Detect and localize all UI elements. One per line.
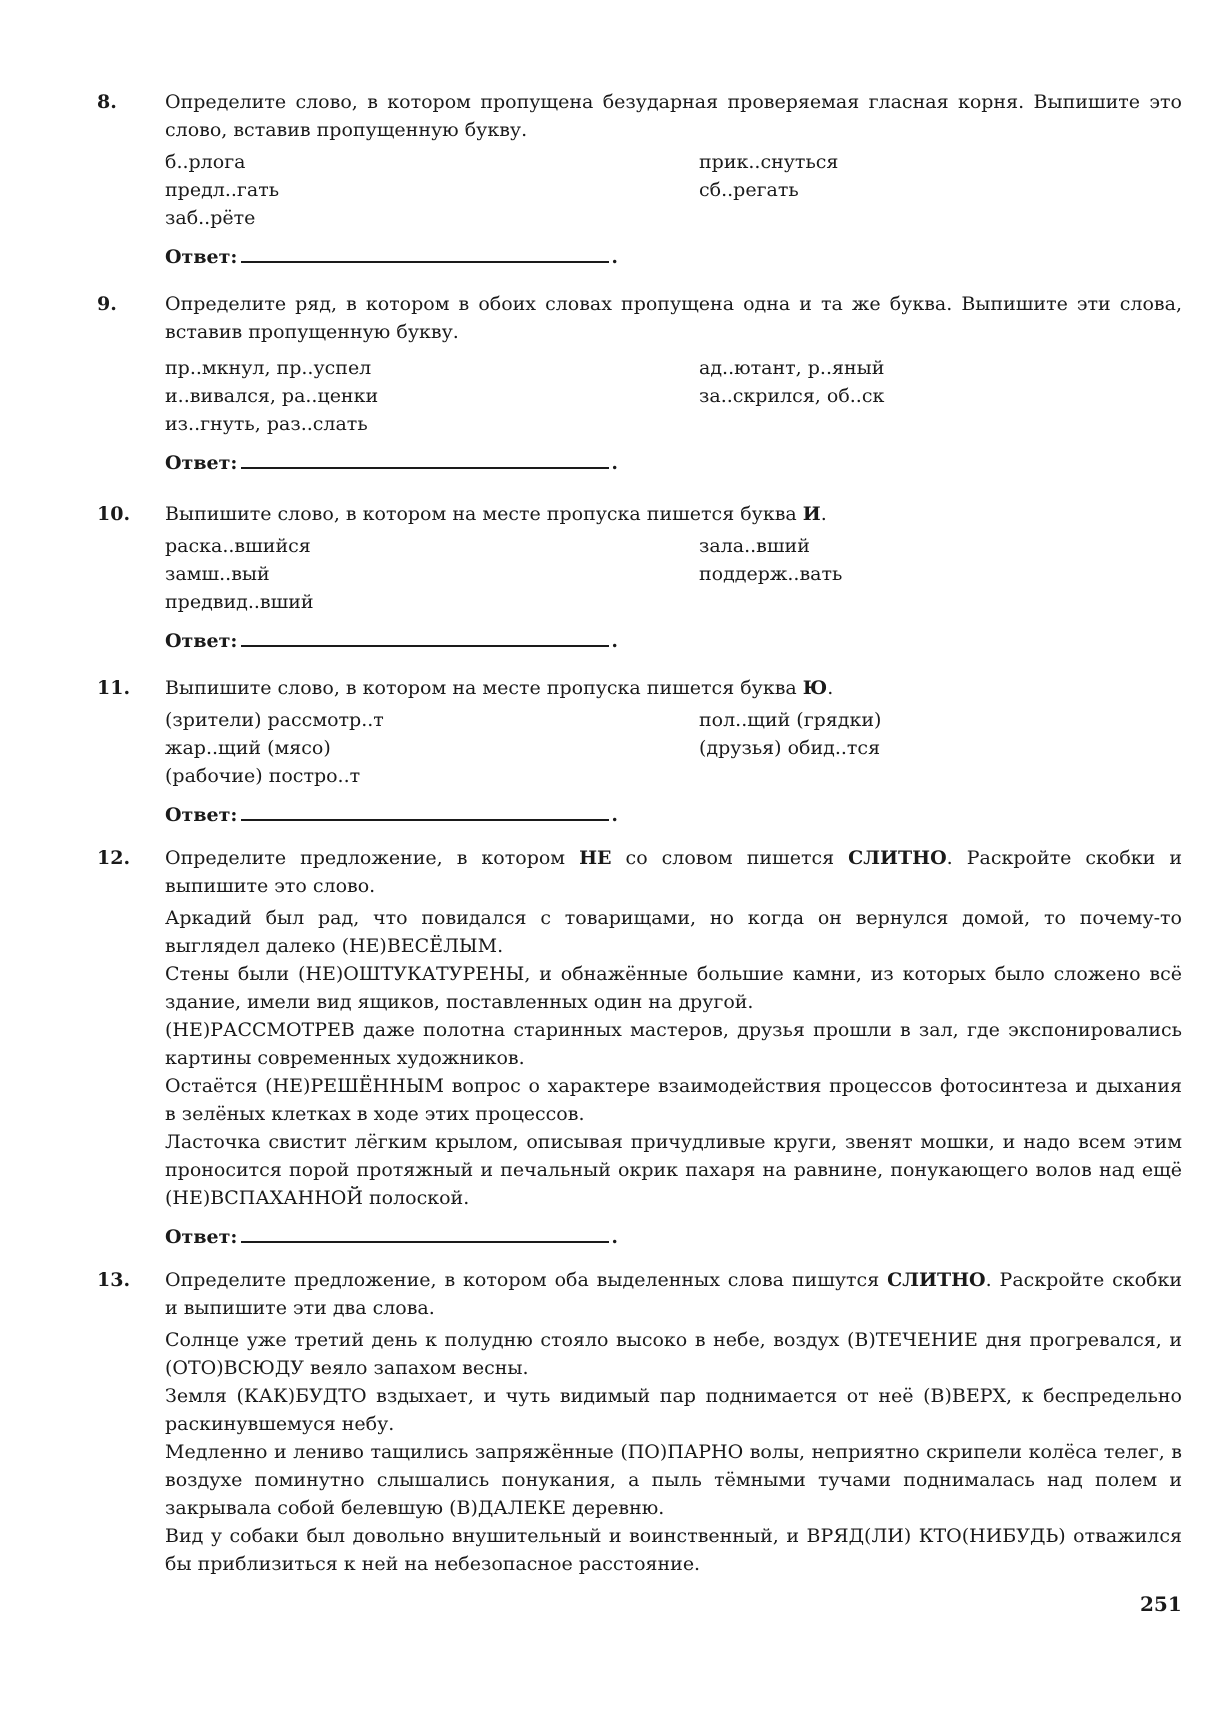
answer-line[interactable] bbox=[241, 799, 609, 821]
option: замш..вый bbox=[165, 563, 270, 585]
sentence: Солнце уже третий день к полудню стояло высоко в небе, воздух (В)ТЕЧЕНИЕ дня прогревался, и (ОТО)ВСЮДУ веяло запахом весны. bbox=[165, 1329, 1182, 1379]
options-list bbox=[165, 706, 1182, 790]
task-number: 10. bbox=[97, 503, 131, 525]
page-number: 251 bbox=[1140, 1592, 1182, 1616]
option: предвид..вший bbox=[165, 591, 314, 613]
sentence: Ласточка свистит лёгким крылом, описывая причудливые круги, звенят мошки, и надо всем этим проносится порой протяжный и печальный окрик пахаря на равнине, понукающего волов над ещё (НЕ)ВСПАХАННОЙ полоской. bbox=[165, 1131, 1182, 1209]
answer-row: Ответ: . bbox=[165, 447, 1182, 477]
task-number: 13. bbox=[97, 1269, 131, 1291]
task-number: 9. bbox=[97, 293, 117, 315]
option: заб..рёте bbox=[165, 207, 256, 229]
task-number: 11. bbox=[97, 677, 131, 699]
task-question: Выпишите слово, в котором на месте пропуска пишется буква Ю. bbox=[165, 677, 834, 699]
option: поддерж..вать bbox=[699, 563, 843, 585]
task-question: Выпишите слово, в котором на месте пропуска пишется буква И. bbox=[165, 503, 827, 525]
answer-label: Ответ: bbox=[165, 452, 238, 474]
option: и..вивался, ра..ценки bbox=[165, 385, 379, 407]
option: (друзья) обид..тся bbox=[699, 737, 881, 759]
sentence: Остаётся (НЕ)РЕШЁННЫМ вопрос о характере взаимодействия процессов фотосинтеза и дыхания в зелёных клетках в ходе этих процессов. bbox=[165, 1075, 1182, 1125]
option: сб..регать bbox=[699, 179, 799, 201]
options-list bbox=[165, 532, 1182, 616]
sentence: Стены были (НЕ)ОШТУКАТУРЕНЫ, и обнажённые большие камни, из которых было сложено всё здание, имели вид ящиков, поставленных один на другой. bbox=[165, 963, 1182, 1013]
sentence: Вид у собаки был довольно внушительный и воинственный, и ВРЯД(ЛИ) КТО(НИБУДЬ) отважился бы приблизиться к ней на небезопасное расстояние. bbox=[165, 1525, 1182, 1575]
task-question: Определите слово, в котором пропущена безударная проверяемая гласная корня. Выпишите это слово, вставив пропущенную букву. bbox=[165, 91, 1182, 141]
option: раска..вшийся bbox=[165, 535, 311, 557]
answer-line[interactable] bbox=[241, 447, 609, 469]
answer-line[interactable] bbox=[241, 1221, 609, 1243]
option: пол..щий (грядки) bbox=[699, 709, 882, 731]
sentence: Медленно и лениво тащились запряжённые (ПО)ПАРНО волы, неприятно скрипели колёса телег, в воздухе поминутно слышались понукания, а пыль тёмными тучами поднималась над полем и закрывала собой белевшую (В)ДАЛЕКЕ деревню. bbox=[165, 1441, 1182, 1519]
sentence: Аркадий был рад, что повидался с товарищами, но когда он вернулся домой, то почему-то выглядел далеко (НЕ)ВЕСЁЛЫМ. bbox=[165, 907, 1182, 957]
option: прик..снуться bbox=[699, 151, 839, 173]
sentence: Земля (КАК)БУДТО вздыхает, и чуть видимый пар поднимается от неё (В)ВЕРХ, к беспредельно раскинувшемуся небу. bbox=[165, 1385, 1182, 1435]
option: из..гнуть, раз..слать bbox=[165, 413, 368, 435]
task-question: Определите ряд, в котором в обоих словах пропущена одна и та же буква. Выпишите эти слова, вставив пропущенную букву. bbox=[165, 293, 1182, 343]
task-question: Определите предложение, в котором НЕ со словом пишется СЛИТНО. Раскройте скобки и выпишите это слово. bbox=[165, 847, 1182, 897]
answer-row: Ответ: . bbox=[165, 625, 1182, 655]
answer-line[interactable] bbox=[241, 625, 609, 647]
option: (рабочие) постро..т bbox=[165, 765, 361, 787]
answer-label: Ответ: bbox=[165, 246, 238, 268]
option: за..скрился, об..ск bbox=[699, 385, 885, 407]
option: пр..мкнул, пр..успел bbox=[165, 357, 372, 379]
option: ад..ютант, р..яный bbox=[699, 357, 885, 379]
task-question: Определите предложение, в котором оба выделенных слова пишутся СЛИТНО. Раскройте скобки и выпишите эти два слова. bbox=[165, 1269, 1183, 1319]
answer-label: Ответ: bbox=[165, 1226, 238, 1248]
options-list bbox=[165, 354, 1182, 438]
task-number: 12. bbox=[97, 847, 131, 869]
task-number: 8. bbox=[97, 91, 117, 113]
sentence: (НЕ)РАССМОТРЕВ даже полотна старинных мастеров, друзья прошли в зал, где экспонировались картины современных художников. bbox=[165, 1019, 1182, 1069]
option: предл..гать bbox=[165, 179, 280, 201]
option: б..рлога bbox=[165, 151, 246, 173]
answer-row: Ответ: . bbox=[165, 241, 1182, 271]
option: зала..вший bbox=[699, 535, 810, 557]
answer-row: Ответ: . bbox=[165, 799, 1182, 829]
answer-row: Ответ: . bbox=[165, 1221, 1182, 1251]
option: (зрители) рассмотр..т bbox=[165, 709, 384, 731]
option: жар..щий (мясо) bbox=[165, 737, 331, 759]
options-list bbox=[165, 148, 1182, 232]
answer-label: Ответ: bbox=[165, 630, 238, 652]
answer-label: Ответ: bbox=[165, 804, 238, 826]
answer-line[interactable] bbox=[241, 241, 609, 263]
